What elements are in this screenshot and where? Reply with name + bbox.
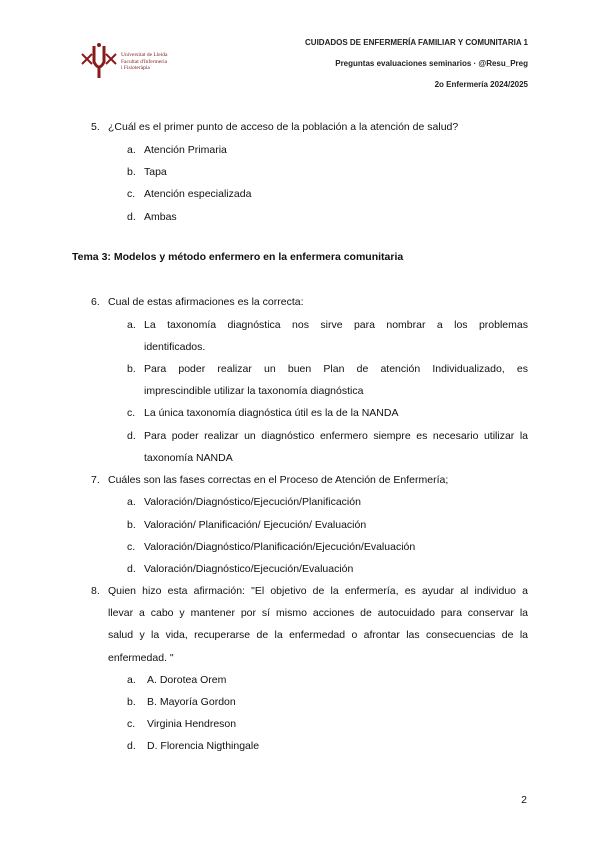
university-crest-icon bbox=[78, 42, 120, 80]
question-8-line-4: enfermedad. " bbox=[108, 652, 174, 664]
logo-text: Universitat de Lleida Facultat d'Infermeria i Fisioteràpia bbox=[121, 52, 168, 71]
option-8b: b. B. Mayoría Gordon bbox=[127, 696, 236, 708]
option-7b: b. Valoración/ Planificación/ Ejecución/ Evaluación bbox=[127, 519, 367, 531]
option-6d-cont: taxonomía NANDA bbox=[144, 452, 233, 464]
option-5b: b. Tapa bbox=[127, 166, 167, 178]
question-5 bbox=[0, 116, 600, 138]
question-text: Cuáles son las fases correctas en el Proceso de Atención de Enfermería; bbox=[108, 474, 449, 486]
question-7 bbox=[0, 469, 600, 491]
option-6b: b. Para poder realizar un buen Plan de atención Individualizado, es bbox=[127, 363, 528, 375]
page-header bbox=[305, 38, 528, 101]
option-8d: d. D. Florencia Nigthingale bbox=[127, 740, 260, 752]
option-6d: d. Para poder realizar un diagnóstico enfermero siempre es necesario utilizar la bbox=[127, 430, 528, 442]
question-text: ¿Cuál es el primer punto de acceso de la población a la atención de salud? bbox=[108, 121, 459, 133]
option-5a: a. Atención Primaria bbox=[127, 144, 227, 156]
question-8-line-3: salud y la vida, recuperarse de la enfermedad o afrontar las consecuencias de la bbox=[108, 629, 528, 641]
option-5c: c. Atención especializada bbox=[127, 188, 252, 200]
question-number: 5. bbox=[91, 121, 100, 133]
option-6a: a. La taxonomía diagnóstica nos sirve para nombrar a los problemas bbox=[127, 319, 528, 331]
page-number: 2 bbox=[521, 794, 527, 806]
question-text: Quien hizo esta afirmación: "El objetivo de la enfermería, es ayudar al individuo a bbox=[108, 585, 528, 597]
course-title: CUIDADOS DE ENFERMERÍA FAMILIAR Y COMUNITARIA 1 bbox=[305, 38, 528, 47]
question-8-line-2: llevar a cabo y mantener por sí mismo acciones de autocuidado para conservar la bbox=[108, 607, 528, 619]
question-number: 8. bbox=[91, 585, 100, 597]
question-number: 6. bbox=[91, 296, 100, 308]
question-6 bbox=[0, 291, 600, 313]
question-8 bbox=[0, 580, 600, 602]
option-7d: d. Valoración/Diagnóstico/Ejecución/Evaluación bbox=[127, 563, 354, 575]
university-logo bbox=[78, 42, 188, 80]
option-7a: a. Valoración/Diagnóstico/Ejecución/Planificación bbox=[127, 496, 361, 508]
option-6a-cont: identificados. bbox=[144, 341, 206, 353]
option-5d: d. Ambas bbox=[127, 211, 177, 223]
option-6c: c. La única taxonomía diagnóstica útil es la de la NANDA bbox=[127, 407, 399, 419]
header-subtitle: Preguntas evaluaciones seminarios · @Resu_Preg bbox=[335, 59, 528, 68]
section-title: Tema 3: Modelos y método enfermero en la enfermera comunitaria bbox=[72, 251, 404, 263]
option-7c: c. Valoración/Diagnóstico/Planificación/Ejecución/Evaluación bbox=[127, 541, 416, 553]
question-number: 7. bbox=[91, 474, 100, 486]
option-8c: c. Virginia Hendreson bbox=[127, 718, 237, 730]
question-text: Cual de estas afirmaciones es la correcta: bbox=[108, 296, 304, 308]
option-6b-cont: imprescindible utilizar la taxonomía diagnóstica bbox=[144, 385, 364, 397]
header-year: 2o Enfermería 2024/2025 bbox=[434, 80, 528, 89]
option-8a: a. A. Dorotea Orem bbox=[127, 674, 227, 686]
